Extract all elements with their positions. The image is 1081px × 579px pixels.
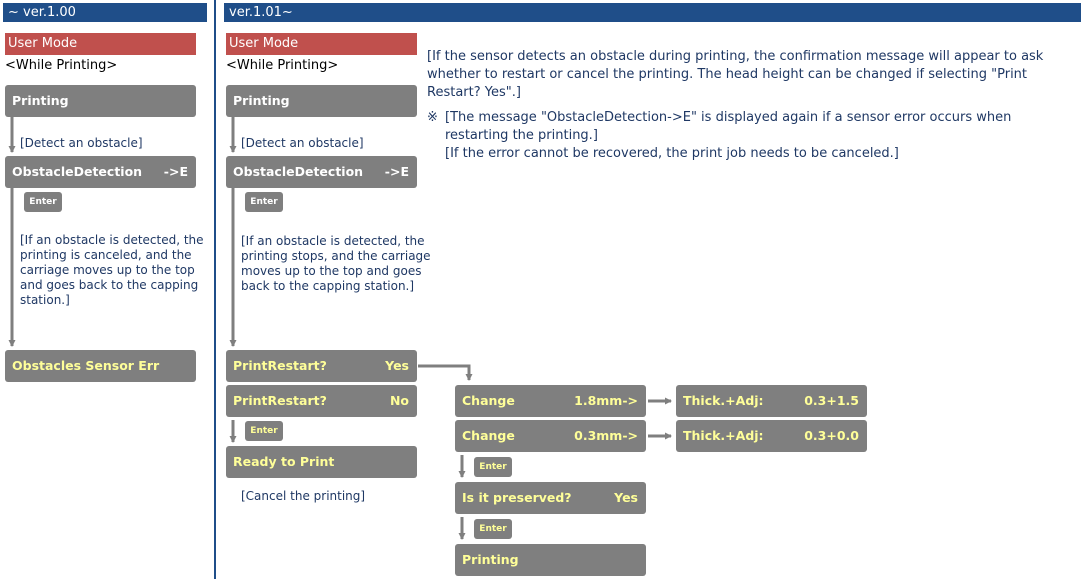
left-user-mode: User Mode (5, 33, 196, 55)
left-obstacle-note: [If an obstacle is detected, the printing is canceled, and the carriage moves up to the top and goes back to the capping station.] (20, 233, 204, 307)
screen-label: Printing (12, 93, 69, 108)
screen-value: 0.3+0.0 (804, 428, 859, 443)
sensor-error-note: [The message "ObstacleDetection->E" is displayed again if a sensor error occurs when restarting the printing.] (445, 110, 1012, 143)
version-divider (214, 0, 216, 579)
screen-value: Yes (385, 358, 409, 373)
cancel-printing-label: [Cancel the printing] (241, 489, 366, 503)
thick-adj-0-0-screen (676, 420, 867, 452)
cancel-job-note: [If the error cannot be recovered, the print job needs to be canceled.] (445, 146, 899, 161)
left-printing-screen (5, 85, 196, 117)
print-restart-yes-screen (226, 350, 417, 382)
screen-label: Obstacles Sensor Err (12, 358, 160, 373)
right-printing-screen (226, 85, 417, 117)
left-detect-label: [Detect an obstacle] (20, 136, 143, 150)
screen-label: ObstacleDetection (233, 164, 364, 179)
screen-value: 0.3+1.5 (804, 393, 859, 408)
screen-label: ObstacleDetection (12, 164, 143, 179)
screen-label: Ready to Print (233, 454, 335, 469)
reference-mark: ※ (427, 110, 438, 125)
right-obstacle-screen (226, 156, 417, 188)
screen-label: Printing (462, 552, 519, 567)
printing-resume-screen (455, 544, 646, 576)
screen-label: Thick.+Adj: (683, 428, 764, 443)
screen-label: Is it preserved? (462, 490, 572, 505)
left-enter-key[interactable]: Enter (24, 192, 62, 212)
screen-label: Change (462, 393, 515, 408)
is-preserved-screen (455, 482, 646, 514)
print-restart-no-screen (226, 385, 417, 417)
right-while-printing: <While Printing> (226, 58, 339, 73)
screen-label: PrintRestart? (233, 358, 327, 373)
preserved-enter-key[interactable]: Enter (474, 519, 512, 539)
left-obstacle-screen (5, 156, 196, 188)
screen-value: 0.3mm-> (574, 428, 638, 443)
screen-label: Thick.+Adj: (683, 393, 764, 408)
screen-label: Change (462, 428, 515, 443)
arrow-restart-change (418, 366, 469, 380)
right-obstacle-note: [If an obstacle is detected, the printing stops, and the carriage moves up to the top and goes back to the capping station.] (241, 234, 431, 293)
screen-value: Yes (614, 490, 638, 505)
left-while-printing: <While Printing> (5, 58, 118, 73)
thick-adj-1-5-screen (676, 385, 867, 417)
screen-label: PrintRestart? (233, 393, 327, 408)
change-enter-key[interactable]: Enter (474, 457, 512, 477)
screen-label: Printing (233, 93, 290, 108)
restart-description: [If the sensor detects an obstacle during printing, the confirmation message will appear to ask whether to restart or cancel the printing. The head height can be changed if selecting "Print Restart? Yes".] (427, 49, 1044, 100)
screen-value: No (389, 393, 409, 408)
screen-value: ->E (384, 164, 409, 179)
left-sensor-error-screen (5, 350, 196, 382)
change-1-8mm-screen (455, 385, 646, 417)
right-detect-label: [Detect an obstacle] (241, 136, 364, 150)
right-version-header: ver.1.01~ (224, 3, 1081, 22)
right-user-mode: User Mode (226, 33, 417, 55)
right-enter-key[interactable]: Enter (245, 192, 283, 212)
ready-to-print-screen (226, 446, 417, 478)
left-version-header: ~ ver.1.00 (3, 3, 207, 22)
restart-no-enter-key[interactable]: Enter (245, 421, 283, 441)
screen-value: ->E (163, 164, 188, 179)
screen-value: 1.8mm-> (574, 393, 638, 408)
change-0-3mm-screen (455, 420, 646, 452)
